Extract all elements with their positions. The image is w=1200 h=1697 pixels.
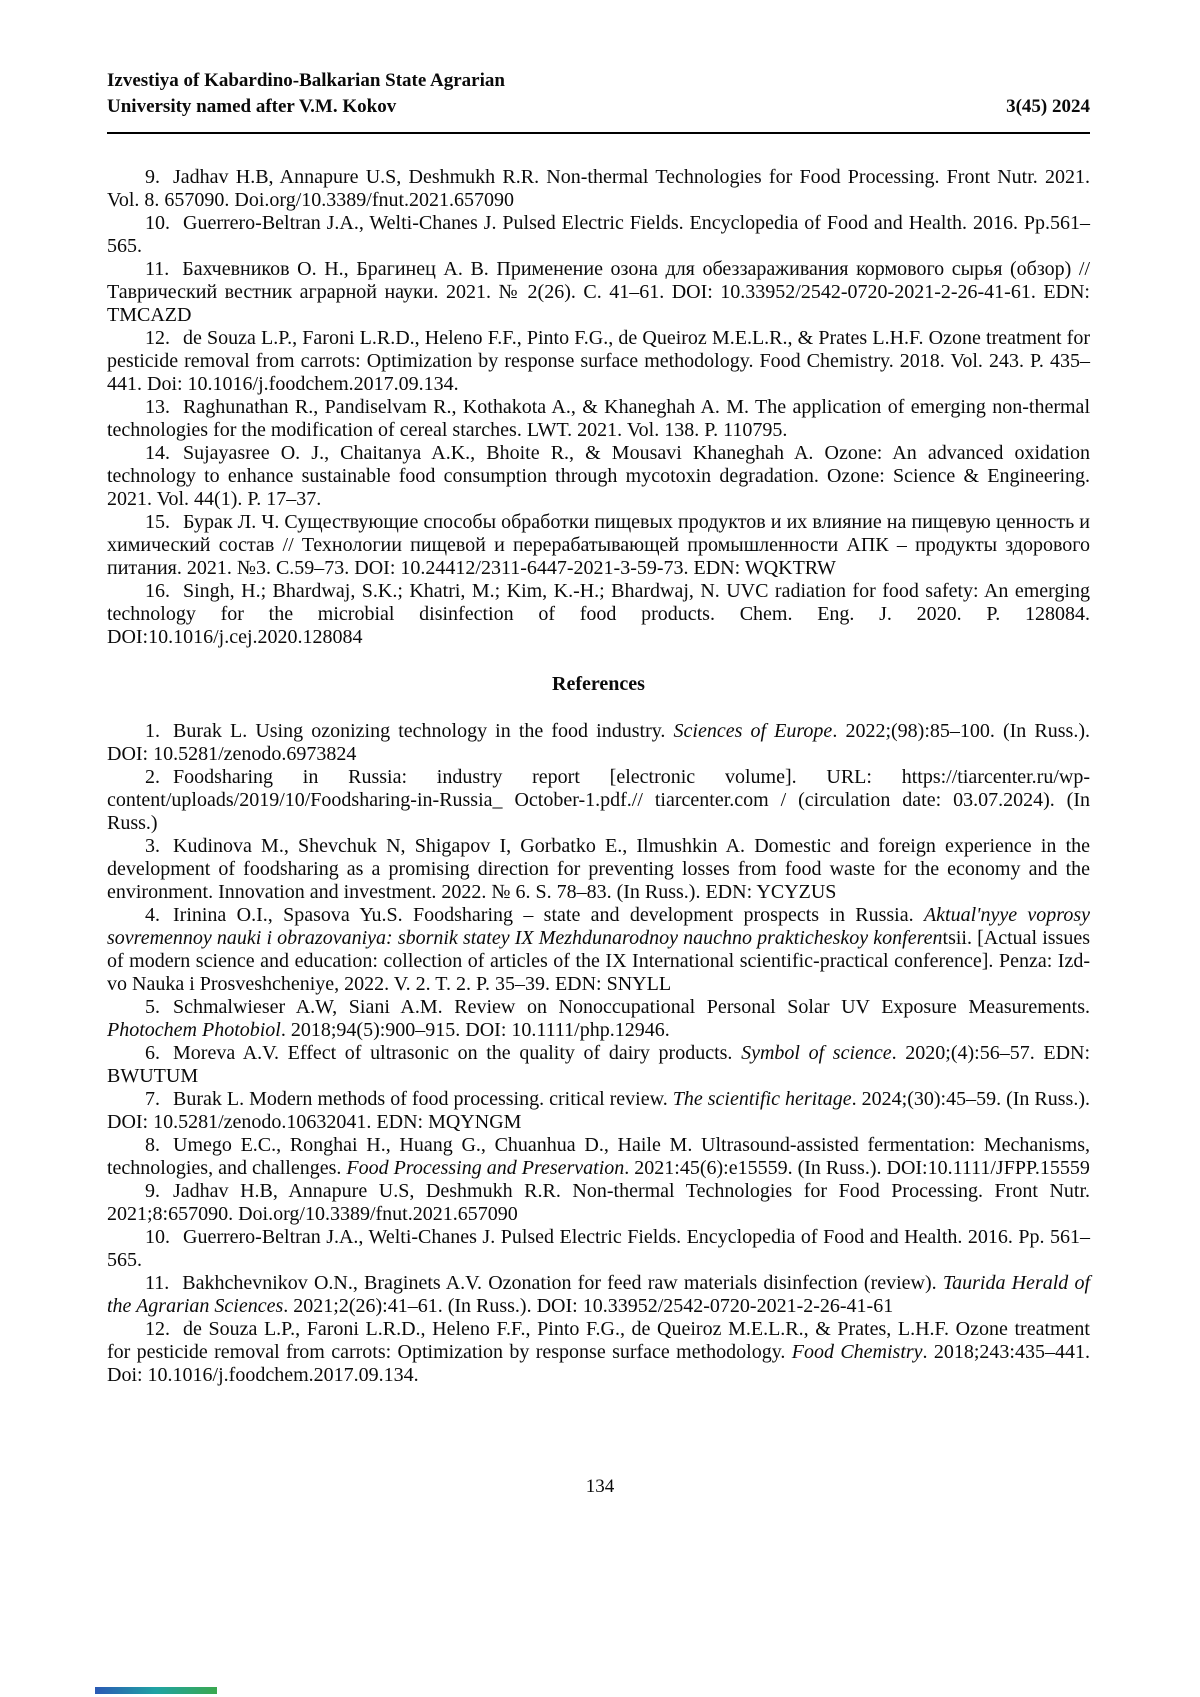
reference-item — [107, 442, 1090, 511]
reference-number: 3. — [145, 835, 160, 857]
reference-item — [107, 327, 1090, 396]
reference-number: 5. — [145, 996, 160, 1018]
reference-number: 12. — [145, 1318, 170, 1340]
reference-text: Sujayasree O. J., Chaitanya A.K., Bhoite R., & Mousavi Khaneghah A. Ozone: An advanced oxidation technology to enhance sustainable food consumption through mycotoxin degradation. Ozone: Science & Engineering. 2021. Vol. 44(1). P. 17–37. — [107, 442, 1090, 510]
reference-number: 9. — [145, 1180, 160, 1202]
header-rule — [107, 132, 1090, 134]
page-body — [107, 166, 1090, 1387]
reference-text: Kudinova M., Shevchuk N, Shigapov I, Gorbatko E., Ilmushkin A. Domestic and foreign experience in the development of foodsharing as a promising direction for preventing losses from food waste for the economy and the environment. Innovation and investment. 2022. № 6. S. 78–83. (In Russ.). EDN: YCYZUS — [107, 835, 1090, 903]
scan-artifact-strip — [95, 1687, 217, 1694]
reference-text: Guerrero-Beltran J.A., Welti-Chanes J. Pulsed Electric Fields. Encyclopedia of Food and Health. 2016. Pp. 561–565. — [107, 1226, 1090, 1271]
reference-number: 8. — [145, 1134, 160, 1156]
journal-title-line1: Izvestiya of Kabardino-Balkarian State Agrarian — [107, 70, 505, 91]
journal-header — [107, 68, 1090, 134]
reference-number: 13. — [145, 396, 170, 418]
reference-item — [107, 1226, 1090, 1272]
reference-item — [107, 1272, 1090, 1318]
reference-item — [107, 1134, 1090, 1180]
reference-text: Jadhav H.B, Annapure U.S, Deshmukh R.R. Non-thermal Technologies for Food Processing. Front Nutr. 2021. Vol. 8. 657090. Doi.org/10.3389/fnut.2021.657090 — [107, 166, 1090, 211]
reference-text: Irinina O.I., Spasova Yu.S. Foodsharing – state and development prospects in Russia. Aktual'nyye voprosy sovremennoy nauki i obrazovaniya: sbornik statey IX Mezhdunarodnoy nauchno prakticheskoy konferentsii. [Actual issues of modern science and education: collection of articles of the IX International scientific-practical conference]. Penza: Izd-vo Nauka i Prosveshcheniye, 2022. V. 2. T. 2. P. 35–39. EDN: SNYLL — [107, 904, 1090, 995]
reference-item — [107, 1042, 1090, 1088]
reference-item — [107, 511, 1090, 580]
reference-number: 9. — [145, 166, 160, 188]
reference-text: Umego E.C., Ronghai H., Huang G., Chuanhua D., Haile M. Ultrasound-assisted fermentation: Mechanisms, technologies, and challenges. Food Processing and Preservation. 2021:45(6):e15559. (In Russ.). DOI:10.1111/JFPP.15559 — [107, 1134, 1090, 1179]
reference-text: Guerrero-Beltran J.A., Welti-Chanes J. Pulsed Electric Fields. Encyclopedia of Food and Health. 2016. Pp.561–565. — [107, 212, 1090, 257]
reference-text: de Souza L.P., Faroni L.R.D., Heleno F.F., Pinto F.G., de Queiroz M.E.L.R., & Prates, L.H.F. Ozone treatment for pesticide removal from carrots: Optimization by response surface methodology. Food Chemistry. 2018;243:435–441. Doi: 10.1016/j.foodchem.2017.09.134. — [107, 1318, 1090, 1386]
reference-number: 10. — [145, 212, 170, 234]
reference-text: Foodsharing in Russia: industry report [electronic volume]. URL: https://tiarcenter.ru/wp-content/uploads/2019/10/Foodsharing-in-Russia_ October-1.pdf.// tiarcenter.com / (circulation date: 03.07.2024). (In Russ.) — [107, 766, 1090, 834]
reference-text: de Souza L.P., Faroni L.R.D., Heleno F.F., Pinto F.G., de Queiroz M.E.L.R., & Prates L.H.F. Ozone treatment for pesticide removal from carrots: Optimization by response surface methodology. Food Chemistry. 2018. Vol. 243. P. 435– 441. Doi: 10.1016/j.foodchem.2017.09.134. — [107, 327, 1090, 395]
reference-text: Jadhav H.B, Annapure U.S, Deshmukh R.R. Non-thermal Technologies for Food Processing. Front Nutr. 2021;8:657090. Doi.org/10.3389/fnut.2021.657090 — [107, 1180, 1090, 1225]
references-heading: References — [552, 673, 645, 695]
reference-item — [107, 766, 1090, 835]
reference-text: Schmalwieser A.W, Siani A.M. Review on Nonoccupational Personal Solar UV Exposure Measurements. Photochem Photobiol. 2018;94(5):900–915. DOI: 10.1111/php.12946. — [107, 996, 1090, 1041]
reference-item — [107, 166, 1090, 212]
reference-item — [107, 996, 1090, 1042]
reference-number: 2. — [145, 766, 160, 788]
reference-item — [107, 720, 1090, 766]
bibliography-section — [107, 166, 1090, 649]
reference-number: 15. — [145, 511, 170, 533]
reference-item — [107, 1088, 1090, 1134]
reference-item — [107, 1318, 1090, 1387]
reference-text: Moreva A.V. Effect of ultrasonic on the quality of dairy products. Symbol of science. 2020;(4):56–57. EDN: BWUTUM — [107, 1042, 1091, 1087]
reference-number: 11. — [145, 1272, 170, 1294]
reference-number: 10. — [145, 1226, 170, 1248]
reference-text: Bakhchevnikov O.N., Braginets A.V. Ozonation for feed raw materials disinfection (review). Taurida Herald of the Agrarian Sciences. 2021;2(26):41–61. (In Russ.). DOI: 10.33952/2542-0720-2021-2-26-41-61 — [107, 1272, 1090, 1317]
page-number: 134 — [585, 1476, 615, 1497]
reference-text: Бахчевников О. Н., Брагинец А. В. Применение озона для обеззараживания кормового сырья (обзор) // Таврический вестник аграрной науки. 2021. № 2(26). С. 41–61. DOI: 10.33952/2542-0720-2021-2-26-41-61. EDN: TMCAZD — [107, 258, 1090, 326]
reference-number: 6. — [145, 1042, 160, 1064]
reference-number: 11. — [145, 258, 170, 280]
reference-text: Singh, H.; Bhardwaj, S.K.; Khatri, M.; Kim, K.-H.; Bhardwaj, N. UVC radiation for food safety: An emerging technology for the microbial disinfection of food products. Chem. Eng. J. 2020. P. 128084. DOI:10.1016/j.cej.2020.128084 — [107, 580, 1090, 648]
reference-item — [107, 904, 1090, 996]
reference-number: 7. — [145, 1088, 160, 1110]
reference-text: Burak L. Modern methods of food processing. critical review. The scientific heritage. 2024;(30):45–59. (In Russ.). DOI: 10.5281/zenodo.10632041. EDN: MQYNGM — [107, 1088, 1090, 1133]
journal-title-line2: University named after V.M. Kokov — [107, 96, 397, 117]
issue-number: 3(45) 2024 — [1006, 96, 1090, 117]
reference-number: 1. — [145, 720, 160, 742]
reference-item — [107, 1180, 1090, 1226]
reference-item — [107, 396, 1090, 442]
reference-number: 16. — [145, 580, 170, 602]
reference-item — [107, 580, 1090, 649]
reference-number: 12. — [145, 327, 170, 349]
reference-text: Raghunathan R., Pandiselvam R., Kothakota A., & Khaneghah A. M. The application of emerging non-thermal technologies for the modification of cereal starches. LWT. 2021. Vol. 138. P. 110795. — [107, 396, 1090, 441]
reference-number: 14. — [145, 442, 170, 464]
reference-number: 4. — [145, 904, 160, 926]
reference-text: Бурак Л. Ч. Существующие способы обработки пищевых продуктов и их влияние на пищевую ценность и химический состав // Технологии пищевой и перерабатывающей промышленности АПК – продукты здорового питания. 2021. №3. С.59–73. DOI: 10.24412/2311-6447-2021-3-59-73. EDN: WQKTRW — [107, 511, 1090, 579]
references-section — [107, 720, 1090, 1387]
reference-item — [107, 258, 1090, 327]
reference-text: Burak L. Using ozonizing technology in the food industry. Sciences of Europe. 2022;(98):85–100. (In Russ.). DOI: 10.5281/zenodo.6973824 — [107, 720, 1090, 765]
reference-item — [107, 212, 1090, 258]
reference-item — [107, 835, 1090, 904]
